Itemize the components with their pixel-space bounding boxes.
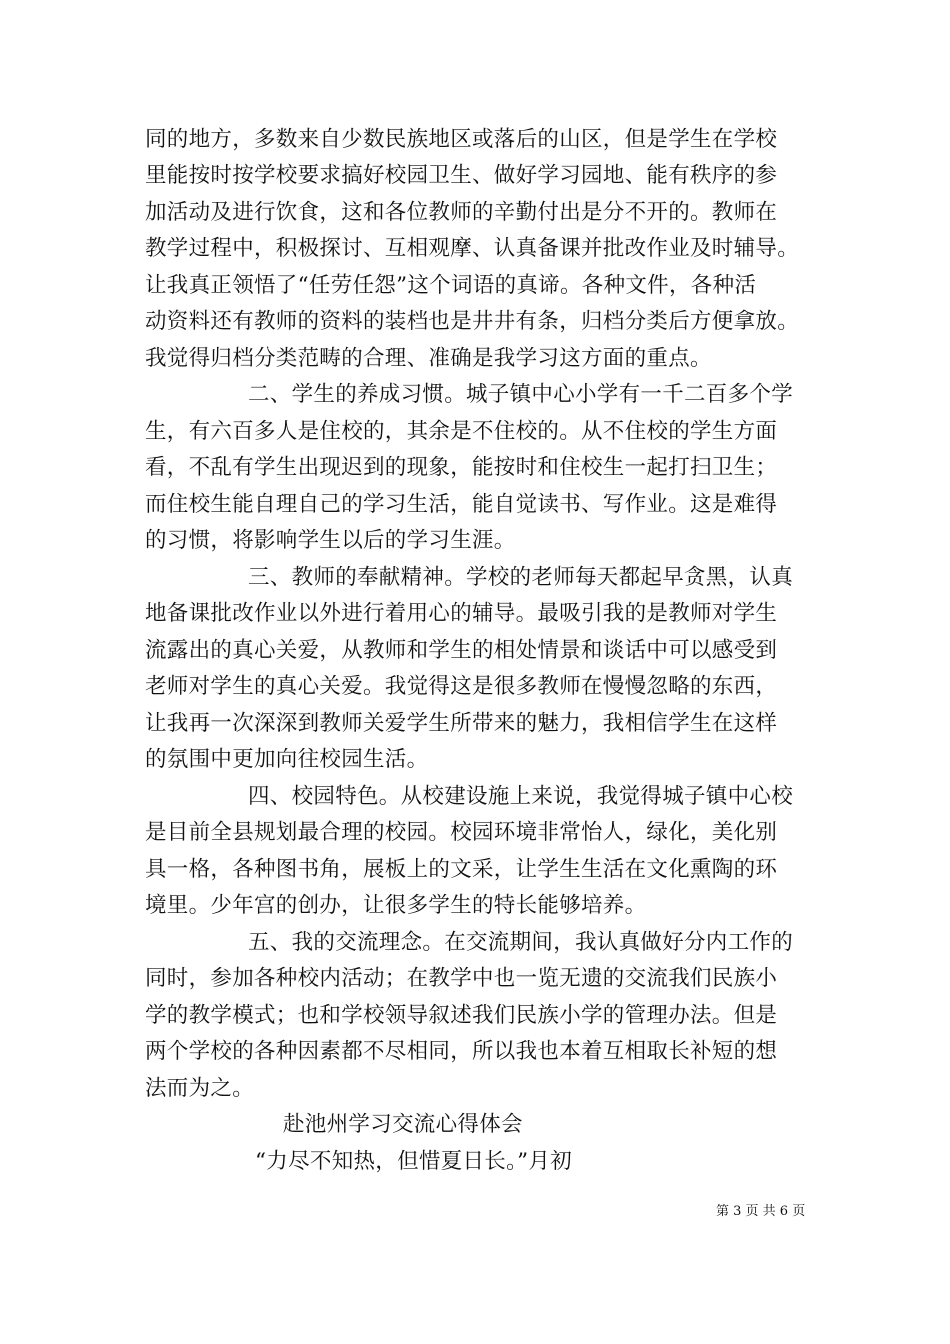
text-line: 学的教学模式；也和学校领导叙述我们民族小学的管理办法。但是 — [145, 1003, 778, 1028]
text-line: 同时，参加各种校内活动；在教学中也一览无遗的交流我们民族小 — [145, 966, 778, 991]
text-line: 同的地方，多数来自少数民族地区或落后的山区，但是学生在学校 — [145, 127, 778, 152]
text-line: 的氛围中更加向往校园生活。 — [145, 747, 429, 772]
text-line: 流露出的真心关爱，从教师和学生的相处情景和谈话中可以感受到 — [145, 638, 778, 663]
opening-quote: “力尽不知热，但惜夏日长。”月初 — [255, 1149, 573, 1174]
page-footer: 第 3 页 共 6 页 — [716, 1204, 806, 1219]
text-line: 我觉得归档分类范畴的合理、准确是我学习这方面的重点。 — [145, 346, 712, 371]
text-line: 境里。少年宫的创办，让很多学生的特长能够培养。 — [145, 893, 647, 918]
text-line: 生，有六百多人是住校的，其余是不住校的。从不住校的学生方面 — [145, 419, 778, 444]
text-line: 教学过程中，积极探讨、互相观摩、认真备课并批改作业及时辅导。 — [145, 236, 800, 261]
text-line: 地备课批改作业以外进行着用心的辅导。最吸引我的是教师对学生 — [145, 601, 778, 626]
text-line: 是目前全县规划最合理的校园。校园环境非常怡人，绿化，美化别 — [145, 820, 778, 845]
text-line: 老师对学生的真心关爱。我觉得这是很多教师在慢慢忽略的东西， — [145, 674, 778, 699]
text-line: 两个学校的各种因素都不尽相同，所以我也本着互相取长补短的想 — [145, 1039, 778, 1064]
paragraph-5-heading-line: 五、我的交流理念。在交流期间，我认真做好分内工作的 — [248, 930, 794, 955]
text-line: 的习惯，将影响学生以后的学习生涯。 — [145, 528, 516, 553]
text-line: 加活动及进行饮食，这和各位教师的辛勤付出是分不开的。教师在 — [145, 200, 778, 225]
section-title: 赴池州学习交流心得体会 — [283, 1112, 523, 1137]
paragraph-4-heading-line: 四、校园特色。从校建设施上来说，我觉得城子镇中心校 — [248, 784, 794, 809]
text-line: 让我真正领悟了“任劳任怨”这个词语的真谛。各种文件，各种活 — [145, 273, 757, 298]
text-line: 而住校生能自理自己的学习生活，能自觉读书、写作业。这是难得 — [145, 492, 778, 517]
paragraph-3-heading-line: 三、教师的奉献精神。学校的老师每天都起早贪黑，认真 — [248, 565, 794, 590]
text-line: 让我再一次深深到教师关爱学生所带来的魅力，我相信学生在这样 — [145, 711, 778, 736]
paragraph-2-heading-line: 二、学生的养成习惯。城子镇中心小学有一千二百多个学 — [248, 382, 794, 407]
text-line: 看，不乱有学生出现迟到的现象，能按时和住校生一起打扫卫生； — [145, 455, 778, 480]
text-line: 动资料还有教师的资料的装档也是井井有条，归档分类后方便拿放。 — [145, 309, 800, 334]
text-line: 里能按时按学校要求搞好校园卫生、做好学习园地、能有秩序的参 — [145, 163, 778, 188]
text-line: 法而为之。 — [145, 1076, 255, 1101]
text-line: 具一格，各种图书角，展板上的文采，让学生生活在文化熏陶的环 — [145, 857, 778, 882]
